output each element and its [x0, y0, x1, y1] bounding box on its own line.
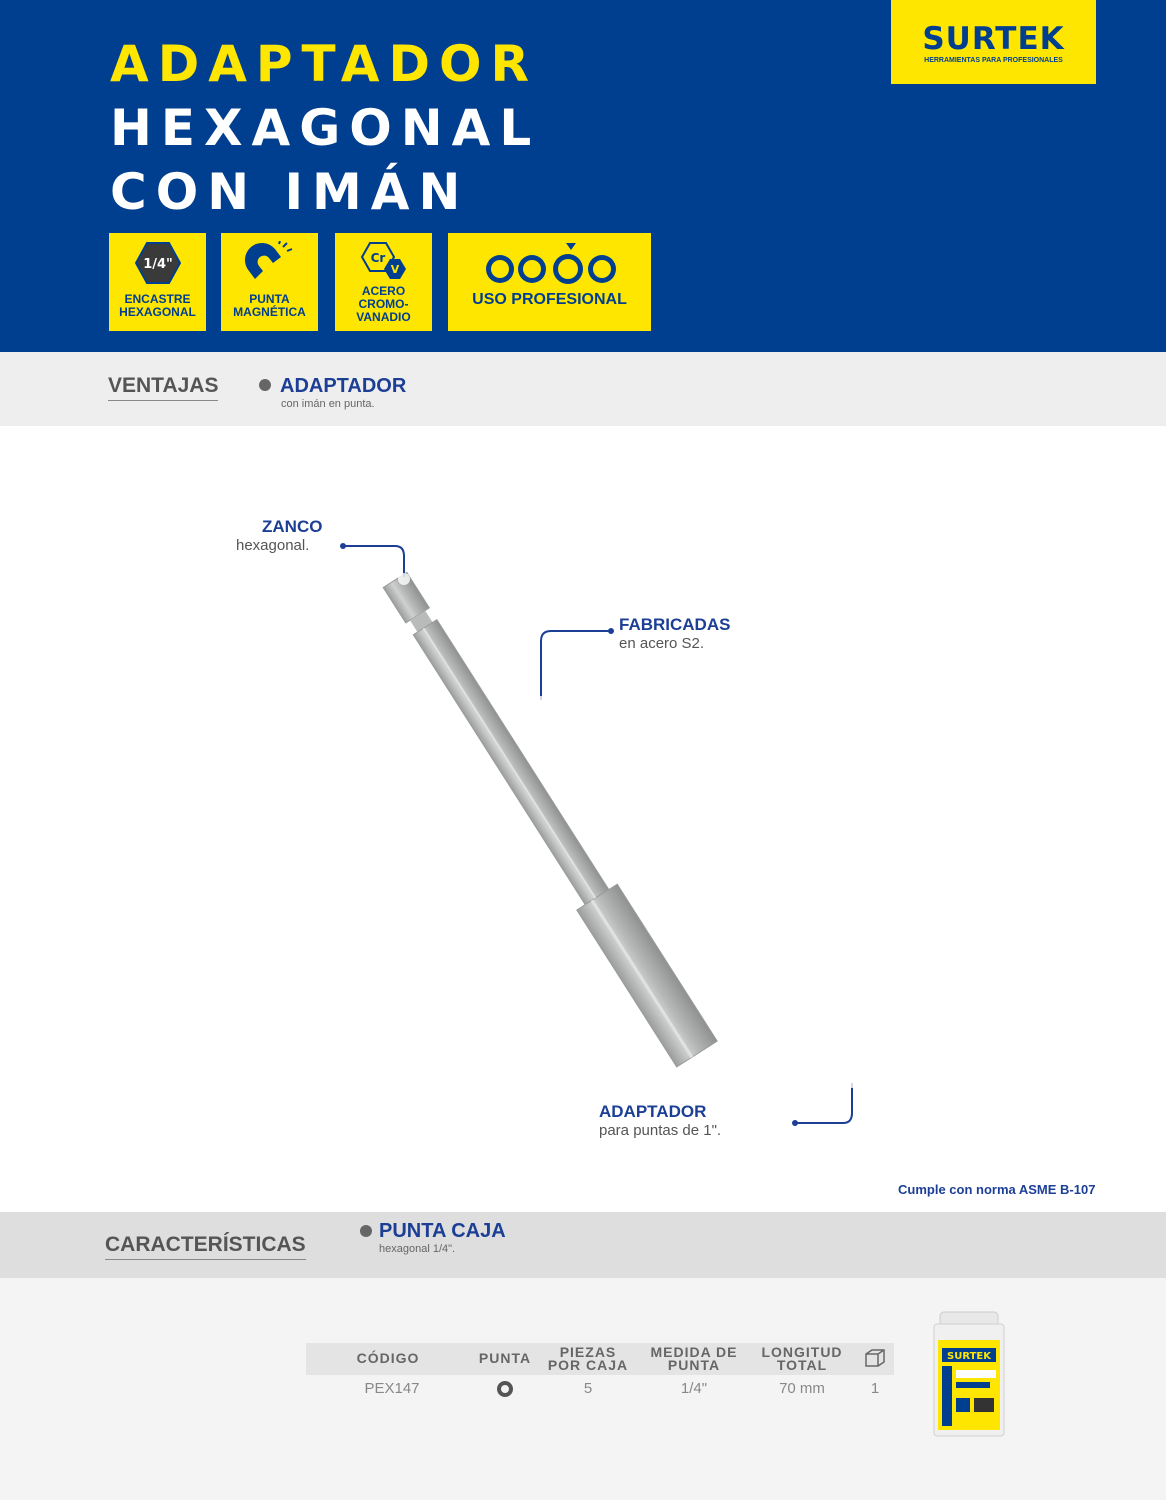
product-illustration: [0, 426, 1166, 1216]
td-piezas: 5: [583, 1380, 593, 1397]
badge-encastre-hexagonal: [109, 233, 206, 331]
svg-text:SURTEK: SURTEK: [947, 1351, 991, 1362]
logo-tagline: HERRAMIENTAS PARA PROFESIONALES: [924, 57, 1063, 64]
td-medida: 1/4": [680, 1380, 708, 1397]
ventajas-item-head: ADAPTADOR: [280, 375, 407, 397]
bullet-dot-icon: [360, 1225, 372, 1237]
callout-zanco-head: ZANCO: [262, 517, 323, 536]
ventajas-title: VENTAJAS: [108, 374, 218, 401]
professional-use-icons: [480, 241, 620, 287]
badge-label-4: USO PROFESIONAL: [472, 291, 627, 308]
ventajas-item-sub: con imán en punta.: [281, 398, 375, 410]
badge-label-3b: CROMO-: [358, 297, 409, 311]
td-caja: 1: [870, 1380, 880, 1397]
th-medida: MEDIDA DE PUNTA: [650, 1344, 738, 1373]
badge-label-2a: PUNTA: [249, 292, 290, 306]
box-icon: [864, 1348, 886, 1368]
caracteristicas-item-sub: hexagonal 1/4".: [379, 1243, 456, 1255]
td-codigo: PEX147: [364, 1380, 420, 1397]
badge-punta-magnetica: [221, 233, 318, 331]
logo-name: SURTEK: [922, 21, 1065, 57]
caracteristicas-title: CARACTERÍSTICAS: [105, 1233, 306, 1260]
callout-adaptador-sub: para puntas de 1".: [599, 1122, 722, 1139]
callout-fabricadas-sub: en acero S2.: [619, 635, 705, 652]
bullet-dot-icon: [259, 379, 271, 391]
surtek-logo: [891, 0, 1096, 84]
badge-label-3a: ACERO: [361, 284, 406, 298]
badge-uso-profesional: [448, 233, 651, 331]
badge-acero-cromo-vanadio: [335, 233, 432, 331]
th-codigo: CÓDIGO: [356, 1350, 420, 1366]
cr-v-icon: [360, 241, 408, 283]
callout-fabricadas-head: FABRICADAS: [619, 615, 731, 634]
callout-line-zanco: [343, 546, 404, 577]
hex-1-4-icon: [135, 241, 181, 285]
title-line-1: ADAPTADOR: [110, 35, 538, 93]
svg-text:Cr: Cr: [370, 251, 385, 265]
th-punta: PUNTA: [478, 1350, 532, 1366]
badge-label-2b: MAGNÉTICA: [233, 305, 306, 319]
badge-label-1b: HEXAGONAL: [119, 305, 196, 319]
svg-text:1/4": 1/4": [142, 257, 173, 272]
th-longitud: LONGITUD TOTAL: [761, 1344, 843, 1373]
callout-line-fabricadas: [541, 631, 611, 700]
th-piezas: PIEZAS POR CAJA: [547, 1344, 629, 1373]
callout-line-adaptador: [795, 1083, 852, 1123]
td-longitud: 70 mm: [779, 1380, 825, 1397]
badge-label-3c: VANADIO: [356, 310, 411, 324]
title-line-2: HEXAGONAL: [110, 99, 541, 157]
title-line-3: CON IMÁN: [110, 163, 470, 221]
package-image: [930, 1310, 1010, 1440]
callout-zanco-sub: hexagonal.: [236, 537, 310, 554]
svg-text:V: V: [390, 263, 399, 276]
caracteristicas-item-head: PUNTA CAJA: [379, 1220, 506, 1242]
norma-text: Cumple con norma ASME B-107: [898, 1182, 1096, 1197]
badge-label-1a: ENCASTRE: [124, 292, 191, 306]
ring-icon: [497, 1381, 513, 1397]
magnet-icon: [245, 241, 295, 287]
callout-adaptador-head: ADAPTADOR: [599, 1102, 707, 1121]
